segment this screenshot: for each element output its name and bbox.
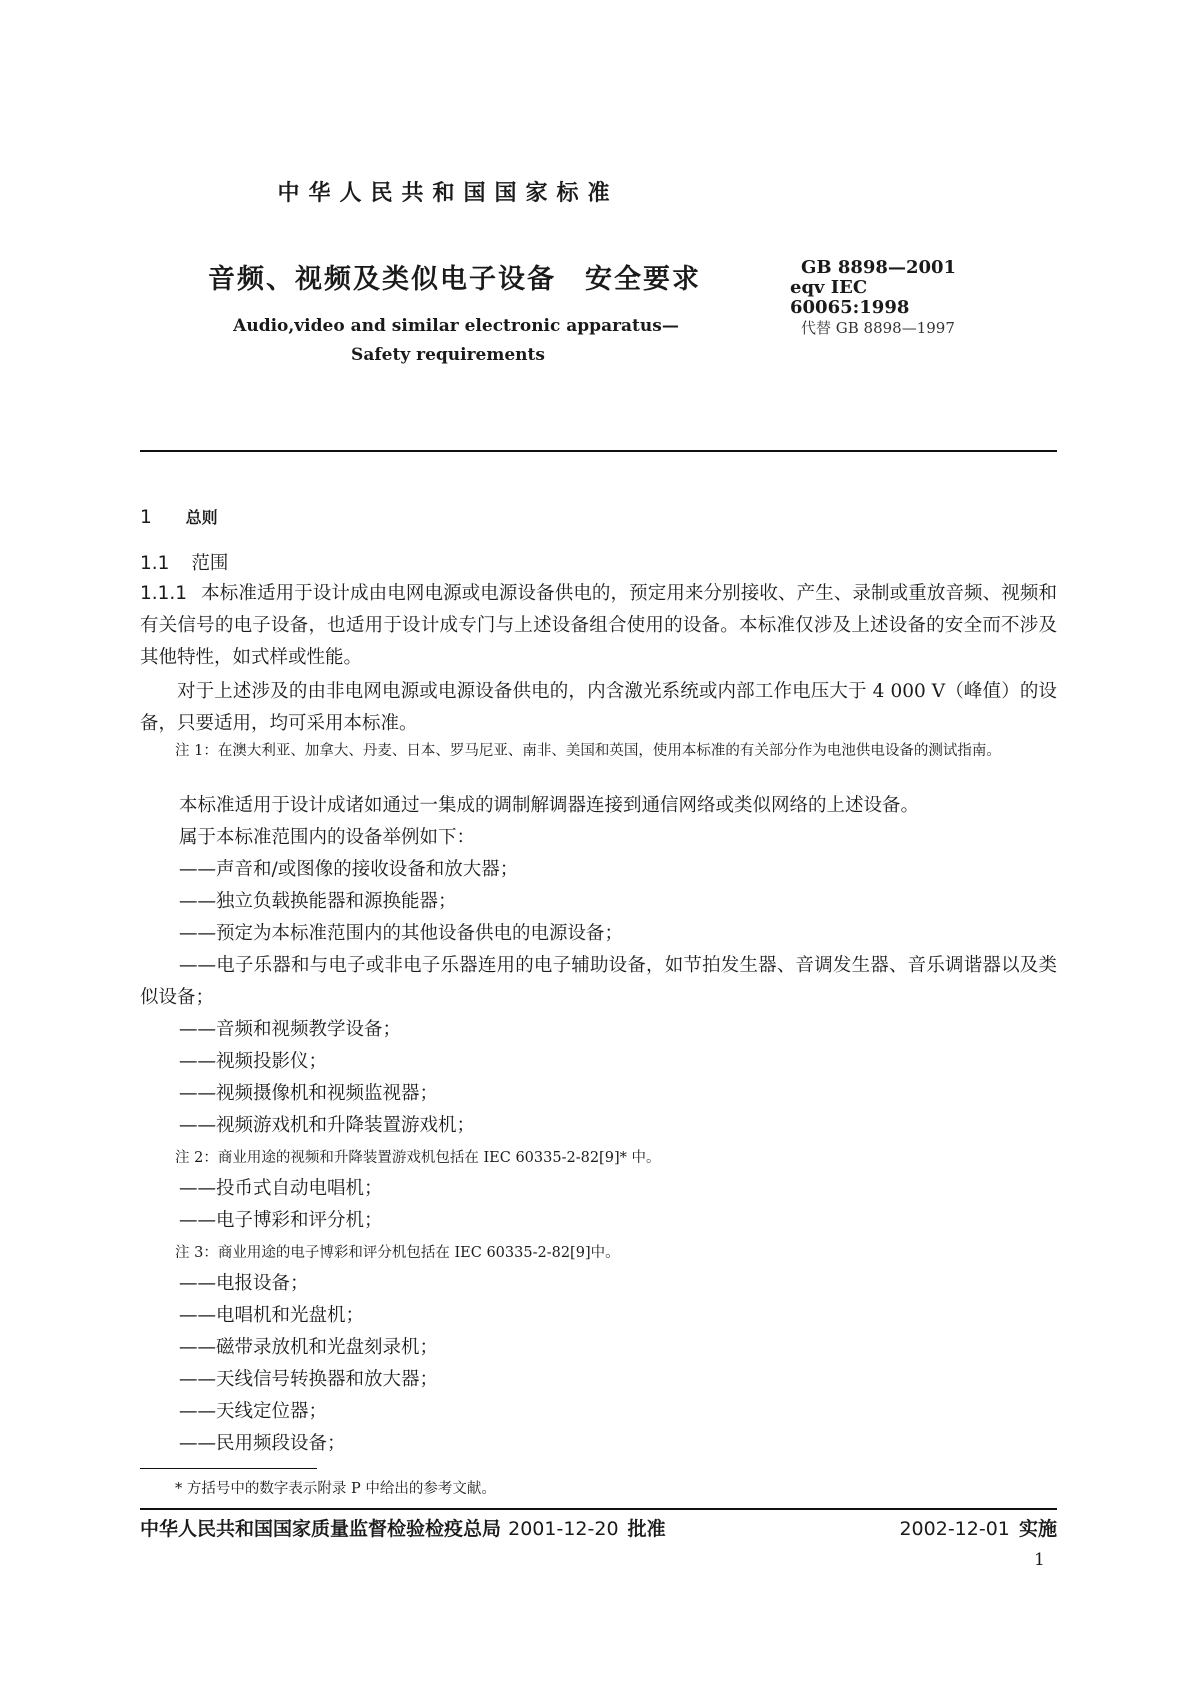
list-item: ——电报设备； [179, 1273, 309, 1294]
note-1-text: 在澳大利亚、加拿大、丹麦、日本、罗马尼亚、南非、美国和英国，使用本标准的有关部分作为电池供电设备的测试指南。 [217, 743, 1001, 759]
clause-number: 1.1.1 [140, 583, 188, 604]
issuer: 中华人民共和国国家质量监督检验检疫总局 [140, 1518, 502, 1540]
list-item: ——音频和视频教学设备； [179, 1019, 402, 1040]
list-item: ——声音和/或图像的接收设备和放大器； [179, 859, 519, 880]
header-divider [140, 450, 1057, 452]
list-item: ——天线定位器； [179, 1401, 328, 1422]
list-item: ——独立负载换能器和源换能器； [179, 891, 457, 912]
implementation-line [899, 1514, 1057, 1541]
list-item: ——投币式自动电唱机； [179, 1178, 383, 1199]
note-1 [175, 738, 1057, 764]
list-item: ——视频摄像机和视频监视器； [179, 1083, 439, 1104]
footnote: * 方括号中的数字表示附录 P 中给出的参考文献。 [175, 1481, 496, 1497]
document-title-en-line2: Safety requirements [351, 345, 545, 365]
code-gb: GB 8898—2001 [801, 257, 957, 278]
list-item: ——视频投影仪； [179, 1051, 328, 1072]
list-item-long: ——电子乐器和与电子或非电子乐器连用的电子辅助设备，如节拍发生器、音调发生器、音乐调谐器以及类似设备； [140, 955, 1057, 1008]
section-title: 总则 [185, 508, 218, 527]
note-3: 注 3：商业用途的电子博彩和评分机包括在 IEC 60335-2-82[9]中。 [175, 1245, 620, 1261]
code-replaces: 代替 GB 8898—1997 [801, 319, 955, 337]
footer-divider [140, 1508, 1057, 1510]
list-item: ——天线信号转换器和放大器； [179, 1369, 439, 1390]
subsection-number: 1.1 [140, 553, 170, 574]
list-item: ——电唱机和光盘机； [179, 1305, 365, 1326]
code-eqv: eqv IEC 60065:1998 [790, 277, 910, 318]
note-2: 注 2：商业用途的视频和升降装置游戏机包括在 IEC 60335-2-82[9]* 中。 [175, 1150, 661, 1166]
paragraph-high-voltage: 对于上述涉及的由非电网电源或电源设备供电的，内含激光系统或内部工作电压大于 4 000 V（峰值）的设备，只要适用，均可采用本标准。 [140, 681, 1057, 734]
implement-date: 2002-12-01 [899, 1518, 1010, 1540]
note-1-label: 注 1： [175, 743, 218, 759]
approval-line [140, 1514, 666, 1541]
subsection-heading [140, 548, 228, 580]
paragraph-examples-intro: 属于本标准范围内的设备举例如下： [179, 827, 476, 848]
list-item: ——民用频段设备； [179, 1433, 346, 1454]
list-item: ——预定为本标准范围内的其他设备供电的电源设备； [179, 923, 624, 944]
approve-label: 批准 [627, 1518, 666, 1540]
clause-1-1-1-paragraph [140, 578, 1057, 676]
subsection-title: 范围 [191, 553, 229, 574]
footnote-divider [140, 1468, 317, 1469]
document-title-cn: 音频、视频及类似电子设备 安全要求 [208, 264, 701, 295]
paragraph-modem: 本标准适用于设计成诸如通过一集成的调制解调器连接到通信网络或类似网络的上述设备。 [179, 795, 920, 816]
section-number: 1 [140, 507, 152, 528]
list-item: ——电子博彩和评分机； [179, 1210, 383, 1231]
implement-label: 实施 [1018, 1518, 1057, 1540]
clause-text: 本标准适用于设计成由电网电源或电源设备供电的，预定用来分别接收、产生、录制或重放音频、视频和有关信号的电子设备，也适用于设计成专门与上述设备组合使用的设备。本标准仅涉及上述设备的安全而不涉及其他特性，如式样或性能。 [140, 583, 1057, 668]
list-item: ——磁带录放机和光盘刻录机； [179, 1337, 439, 1358]
list-item: ——视频游戏机和升降装置游戏机； [179, 1115, 476, 1136]
national-standard-heading: 中华人民共和国国家标准 [277, 181, 619, 206]
document-title-en-line1: Audio,video and similar electronic apparatus— [233, 316, 679, 336]
section-heading [140, 502, 218, 534]
page-number: 1 [1034, 1550, 1045, 1570]
approve-date: 2001-12-20 [508, 1518, 619, 1540]
